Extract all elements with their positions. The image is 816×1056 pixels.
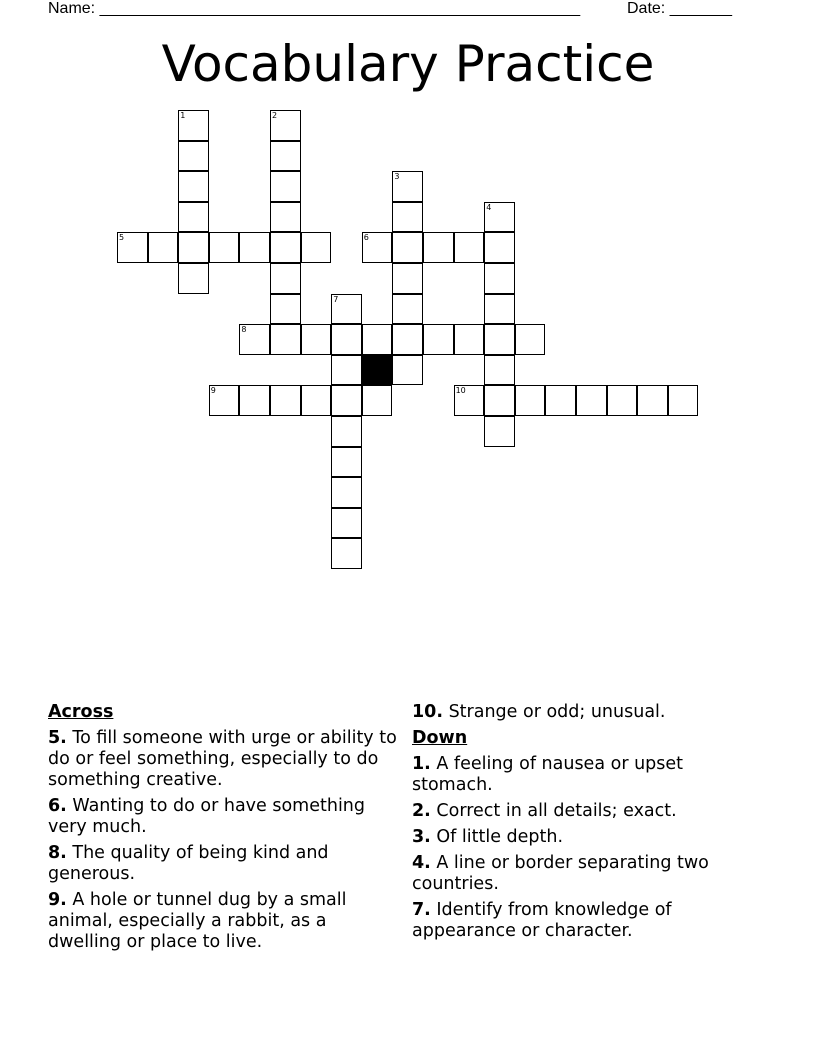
grid-cell[interactable] bbox=[392, 171, 423, 202]
clue-text: Identify from knowledge of appearance or character. bbox=[412, 900, 672, 941]
grid-cell[interactable] bbox=[270, 141, 301, 172]
grid-cell[interactable] bbox=[392, 263, 423, 294]
grid-cell[interactable] bbox=[362, 232, 393, 263]
grid-cell[interactable] bbox=[331, 385, 362, 416]
across-clue bbox=[48, 728, 403, 791]
grid-cell[interactable] bbox=[484, 355, 515, 386]
grid-cell[interactable] bbox=[484, 202, 515, 233]
grid-cell[interactable] bbox=[331, 447, 362, 478]
clue-text: The quality of being kind and generous. bbox=[48, 843, 329, 884]
grid-cell[interactable] bbox=[331, 508, 362, 539]
grid-cell[interactable] bbox=[545, 385, 576, 416]
grid-cell[interactable] bbox=[270, 263, 301, 294]
grid-cell[interactable] bbox=[484, 324, 515, 355]
clue-text: To fill someone with urge or ability to do or feel something, especially to do something creative. bbox=[48, 728, 397, 790]
clue-number: 5. bbox=[48, 728, 67, 748]
clue-number: 2. bbox=[412, 801, 431, 821]
grid-cell[interactable] bbox=[392, 294, 423, 325]
grid-cell[interactable] bbox=[178, 141, 209, 172]
grid-cell[interactable] bbox=[484, 294, 515, 325]
clue-number: 10. bbox=[412, 702, 444, 722]
across-clue bbox=[48, 890, 403, 953]
grid-cell[interactable] bbox=[178, 232, 209, 263]
cell-number: 1 bbox=[180, 111, 186, 120]
clue-number: 8. bbox=[48, 843, 67, 863]
grid-cell[interactable] bbox=[484, 263, 515, 294]
cell-number: 9 bbox=[210, 386, 216, 396]
grid-cell[interactable] bbox=[331, 538, 362, 569]
cell-number: 5 bbox=[119, 233, 125, 243]
name-line: Name: ______________________________________________________ bbox=[48, 0, 581, 17]
clue-number: 9. bbox=[48, 890, 67, 910]
grid-cell[interactable] bbox=[178, 110, 209, 141]
clue-text: A line or border separating two countries. bbox=[412, 853, 709, 894]
clue-text: Correct in all details; exact. bbox=[430, 801, 677, 821]
cell-number: 4 bbox=[486, 202, 492, 212]
grid-cell[interactable] bbox=[392, 202, 423, 233]
clues-right-column bbox=[412, 702, 757, 947]
grid-cell[interactable] bbox=[637, 385, 668, 416]
grid-cell[interactable] bbox=[239, 324, 270, 355]
grid-cell[interactable] bbox=[301, 385, 332, 416]
clue-text: A hole or tunnel dug by a small animal, especially a rabbit, as a dwelling or place to live. bbox=[48, 890, 347, 952]
across-clue bbox=[48, 796, 403, 838]
grid-cell[interactable] bbox=[331, 294, 362, 325]
grid-block bbox=[362, 355, 393, 386]
grid-cell[interactable] bbox=[270, 385, 301, 416]
grid-cell[interactable] bbox=[117, 232, 148, 263]
grid-cell[interactable] bbox=[423, 232, 454, 263]
grid-cell[interactable] bbox=[178, 171, 209, 202]
grid-cell[interactable] bbox=[392, 324, 423, 355]
cell-number: 10 bbox=[455, 386, 466, 396]
grid-cell[interactable] bbox=[607, 385, 638, 416]
cell-number: 7 bbox=[333, 294, 339, 304]
down-clue bbox=[412, 827, 757, 848]
grid-cell[interactable] bbox=[148, 232, 179, 263]
grid-cell[interactable] bbox=[301, 232, 332, 263]
across-clue bbox=[412, 702, 757, 723]
cell-number: 2 bbox=[272, 111, 278, 120]
grid-cell[interactable] bbox=[331, 355, 362, 386]
clue-text: Wanting to do or have something very much. bbox=[48, 796, 366, 837]
down-clue bbox=[412, 754, 757, 796]
clue-number: 4. bbox=[412, 853, 431, 873]
cell-number: 8 bbox=[241, 325, 247, 335]
grid-cell[interactable] bbox=[454, 385, 485, 416]
clue-text: Of little depth. bbox=[430, 827, 564, 847]
clue-text: Strange or odd; unusual. bbox=[443, 702, 666, 722]
clue-text: A feeling of nausea or upset stomach. bbox=[412, 754, 684, 795]
grid-cell[interactable] bbox=[392, 232, 423, 263]
grid-cell[interactable] bbox=[668, 385, 699, 416]
down-clue bbox=[412, 853, 757, 895]
down-clue bbox=[412, 900, 757, 942]
across-heading: Across bbox=[48, 702, 114, 722]
grid-cell[interactable] bbox=[270, 202, 301, 233]
grid-cell[interactable] bbox=[454, 324, 485, 355]
grid-cell[interactable] bbox=[270, 171, 301, 202]
grid-cell[interactable] bbox=[209, 385, 240, 416]
grid-cell[interactable] bbox=[239, 232, 270, 263]
grid-cell[interactable] bbox=[423, 324, 454, 355]
grid-cell[interactable] bbox=[331, 477, 362, 508]
grid-cell[interactable] bbox=[270, 110, 301, 141]
clue-number: 1. bbox=[412, 754, 431, 774]
grid-cell[interactable] bbox=[392, 355, 423, 386]
cell-number: 3 bbox=[394, 172, 400, 182]
grid-cell[interactable] bbox=[454, 232, 485, 263]
grid-cell[interactable] bbox=[362, 324, 393, 355]
grid-cell[interactable] bbox=[331, 416, 362, 447]
grid-cell[interactable] bbox=[270, 232, 301, 263]
grid-cell[interactable] bbox=[270, 324, 301, 355]
across-clue bbox=[48, 843, 403, 885]
grid-cell[interactable] bbox=[301, 324, 332, 355]
clue-number: 6. bbox=[48, 796, 67, 816]
clues-left-column bbox=[48, 702, 403, 958]
grid-cell[interactable] bbox=[362, 385, 393, 416]
date-line: Date: _______ bbox=[627, 0, 732, 17]
grid-cell[interactable] bbox=[484, 232, 515, 263]
grid-cell[interactable] bbox=[178, 263, 209, 294]
grid-cell[interactable] bbox=[331, 324, 362, 355]
grid-cell[interactable] bbox=[178, 202, 209, 233]
page-title: Vocabulary Practice bbox=[161, 35, 655, 93]
grid-cell[interactable] bbox=[576, 385, 607, 416]
cell-number: 6 bbox=[363, 233, 369, 243]
clue-number: 7. bbox=[412, 900, 431, 920]
grid-cell[interactable] bbox=[484, 416, 515, 447]
grid-cell[interactable] bbox=[239, 385, 270, 416]
down-clue bbox=[412, 801, 757, 822]
grid-cell[interactable] bbox=[515, 385, 546, 416]
grid-cell[interactable] bbox=[270, 294, 301, 325]
grid-cell[interactable] bbox=[484, 385, 515, 416]
grid-cell[interactable] bbox=[209, 232, 240, 263]
down-heading: Down bbox=[412, 728, 468, 748]
grid-cell[interactable] bbox=[515, 324, 546, 355]
clue-number: 3. bbox=[412, 827, 431, 847]
